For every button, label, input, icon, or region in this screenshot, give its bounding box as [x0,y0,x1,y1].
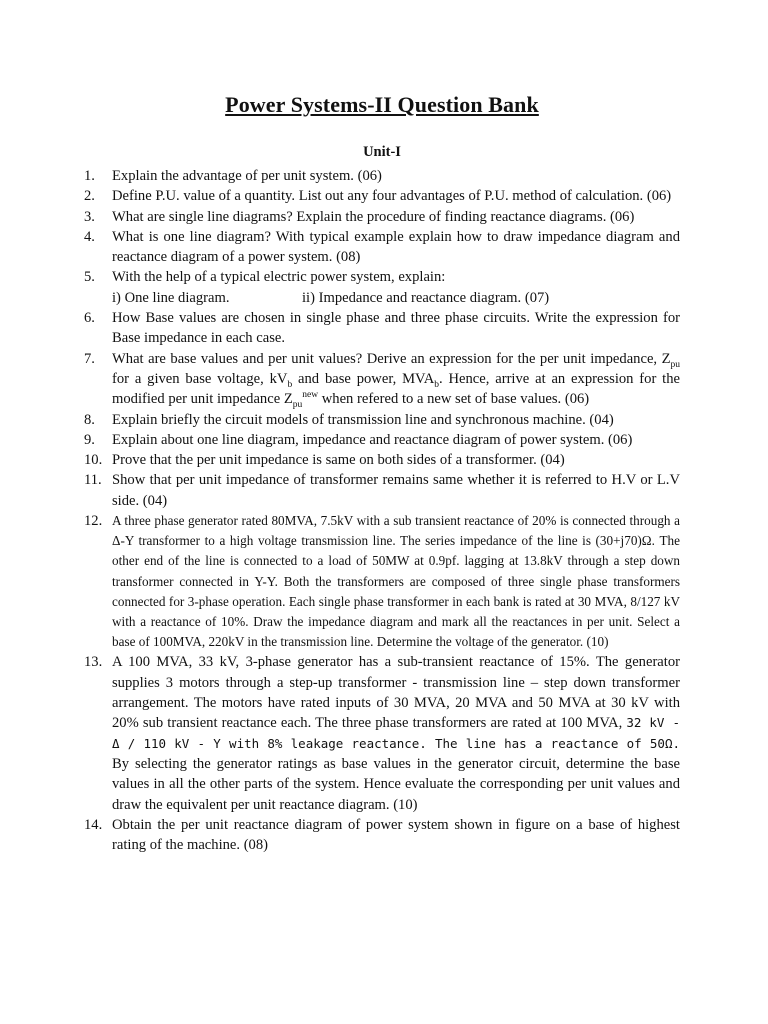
document-title: Power Systems-II Question Bank [225,92,539,117]
text-part-mono: 32 kV - Δ / 110 kV - Y with 8% leakage reactance. The line has a reactance of 50Ω. [112,715,680,751]
question-text [112,654,680,812]
question-text: Explain the advantage of per unit system. (06) [112,168,382,184]
question-item [84,470,680,511]
text-part: By selecting the generator ratings as base values in the generator circuit, determine the base values in all the other parts of the system. Hence evaluate the corresponding per unit values and draw the equivalent per unit reactance diagram. (10) [112,755,680,813]
text-part: What are base values and per unit values? Derive an expression for the per unit impedance, Z [112,350,671,367]
question-text: Define P.U. value of a quantity. List out any four advantages of P.U. method of calculation. (06) [112,188,672,205]
question-text: A three phase generator rated 80MVA, 7.5kV with a sub transient reactance of 20% is connected through a Δ-Y transformer to a high voltage transmission line. The series impedance of the line is (30+j70)Ω. The other end of the line is connected to a load of 50MW at 0.9pf. lagging at 13.8kV through a step down transformer connected in Y-Y. Both the transformers are composed of three single phase transformers connected for 3-phase operation. Each single phase transformer in each bank is rated at 30 MVA, 8/127 kV with a reactance of 10%. Draw the impedance diagram and mark all the reactances in per unit. Select a base of 100MVA, 220kV in the transmission line. Determine the voltage of the generator. (10) [112,513,680,650]
question-text: Explain about one line diagram, impedance and reactance diagram of power system. (06) [112,431,633,448]
question-number: 1. [84,168,95,184]
subpart-i: i) One line diagram. [112,289,230,306]
question-number: 9. [84,431,95,448]
question-item [84,186,680,206]
subscript: pu [292,400,303,411]
subscript: b [287,379,293,390]
text-part: when refered to a new set of base values. (06) [318,391,590,408]
unit-heading: Unit-I [363,144,401,160]
question-text: What is one line diagram? With typical example explain how to draw impedance diagram and reactance diagram of a power system. (08) [112,228,680,266]
question-text: How Base values are chosen in single phase and three phase circuits. Write the expression for Base impedance in each case. [112,310,680,347]
question-number: 2. [84,188,95,205]
question-number: 7. [84,350,95,367]
subscript: pu [670,359,680,370]
question-number: 10. [84,452,103,469]
question-text: What are single line diagrams? Explain the procedure of finding reactance diagrams. (06) [112,208,635,225]
question-item [84,227,680,268]
text-part: and base power, MVA [292,370,435,387]
question-item [84,349,680,410]
question-item [84,267,680,308]
subpart-ii: ii) Impedance and reactance diagram. (07) [302,289,550,306]
question-item [84,511,680,652]
question-list [84,166,680,855]
question-text: Obtain the per unit reactance diagram of power system shown in figure on a base of highest rating of the machine. (08) [112,816,680,854]
question-item [84,652,680,814]
question-number: 12. [84,513,103,530]
question-item [84,450,680,470]
text-part: for a given base voltage, kV [112,370,288,387]
text-part: A 100 MVA, 33 kV, 3-phase generator has a sub-transient reactance of 15%. The generator supplies 3 motors through a step-up transformer - transmission line – step down transformer arrangement. The motors have rated inputs of 30 MVA, 20 MVA and 50 MVA at 30 kV with 20% sub transient reactance each. The three phase transformers are rated at 100 MVA, [112,654,680,732]
question-number: 8. [84,411,95,428]
question-item [84,166,680,186]
question-text [112,350,680,411]
superscript: new [302,390,319,401]
question-item [84,430,680,450]
text-part: . Hence, arrive at an expression for the modified per unit impedance Z [112,370,680,408]
question-text: With the help of a typical electric power system, explain: [112,269,446,286]
question-number: 5. [84,269,95,286]
question-number: 6. [84,310,95,327]
question-number: 14. [84,816,103,833]
question-item [84,410,680,430]
question-item [84,815,680,856]
question-number: 4. [84,228,95,245]
question-text: Explain briefly the circuit models of transmission line and synchronous machine. (04) [112,411,614,428]
question-text: Prove that the per unit impedance is same on both sides of a transformer. (04) [112,452,565,469]
question-number: 3. [84,208,95,225]
question-number: 13. [84,654,103,671]
question-item [84,207,680,227]
question-number: 11. [84,472,102,489]
question-item [84,308,680,349]
subscript: b [434,379,439,390]
question-subparts [112,288,680,308]
question-text: Show that per unit impedance of transformer remains same whether it is referred to H.V or L.V side. (04) [112,472,680,509]
